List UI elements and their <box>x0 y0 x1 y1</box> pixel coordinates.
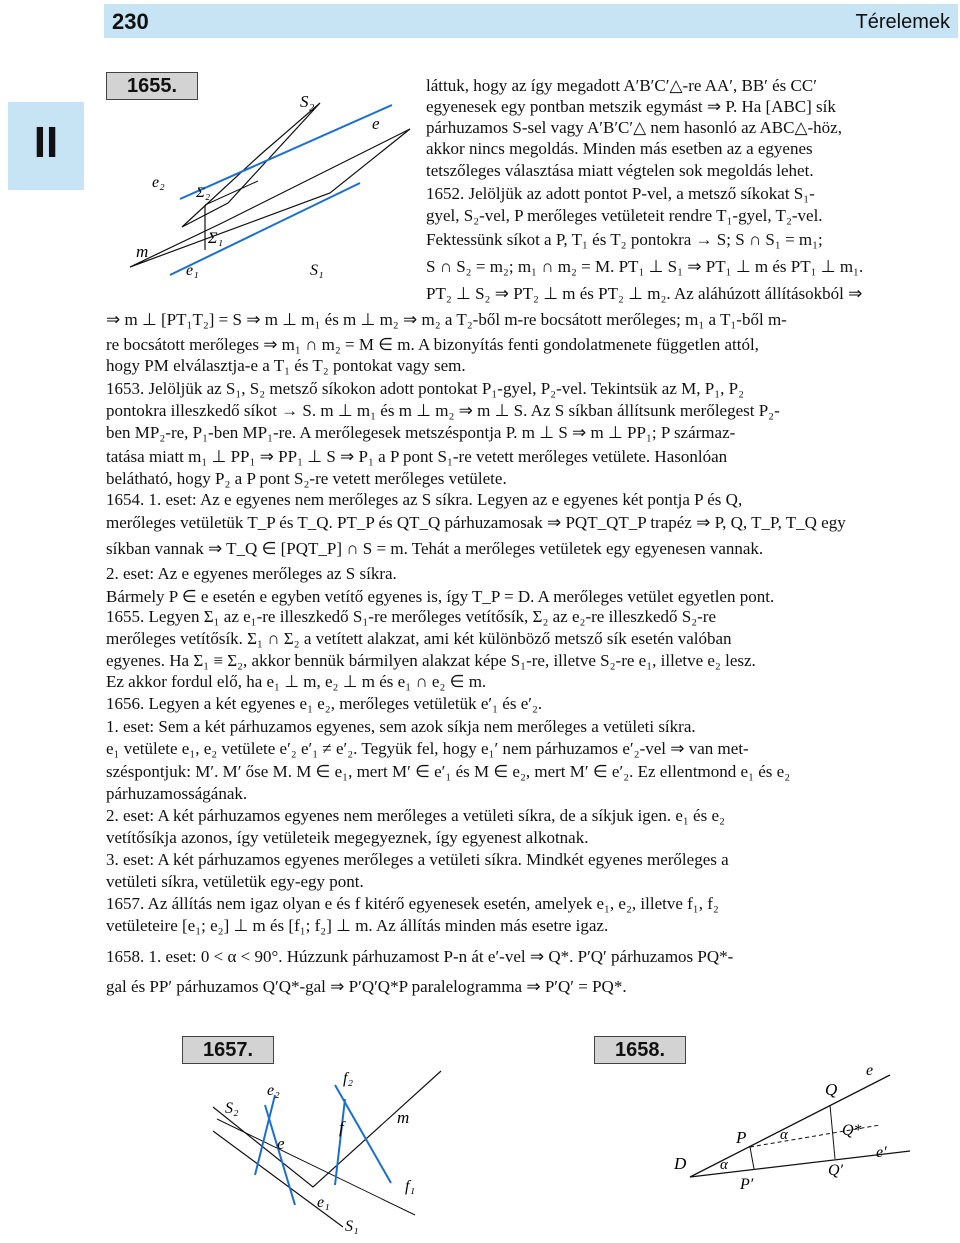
text-line-11: ⇒ m ⊥ [PT₁T₂] = S ⇒ m ⊥ m₁ és m ⊥ m₂ ⇒ m₂ a T₂-ből m-re bocsátott merőleges; m₁ a T₁-ből m- <box>106 310 787 329</box>
text-line-20: merőleges vetületük T_P és T_Q. PT_P és QT_Q párhuzamosak ⇒ PQT_QT_P trapéz ⇒ P, Q, T_P, T_Q egy <box>106 513 846 532</box>
text-line-31: széspontjuk: M′. M′ őse M. M ∈ e₁, mert M′ ∈ e′₁ és M ∈ e₂, mert M′ ∈ e′₂. Ez ellentmond e₁ és e₂ <box>106 762 791 781</box>
figure-1658 <box>670 1065 920 1195</box>
text-line-15: pontokra illeszkedő síkot → S. m ⊥ m₁ és m ⊥ m₂ ⇒ m ⊥ S. Az S síkban állítsunk merőlegest P₂- <box>106 401 780 420</box>
label-pprime: P′ <box>740 1176 754 1193</box>
text-line-19: 1654. 1. eset: Az e egyenes nem merőleges az S síkra. Legyen az e egyenes két pontja P és Q, <box>106 490 743 509</box>
label-s1: S₁ <box>345 1218 359 1235</box>
text-line-33: 2. eset: A két párhuzamos egyenes nem merőleges a vetületi síkra, de a síkjuk igen. e₁ és e₂ <box>106 806 725 825</box>
chapter-label: II <box>33 118 59 167</box>
label-e: e <box>372 114 380 133</box>
text-line-29: 1. eset: Sem a két párhuzamos egyenes, sem azok síkja nem merőleges a vetületi síkra. <box>106 717 696 736</box>
text-line-28: 1656. Legyen a két egyenes e₁ e₂, merőleges vetületük e′₁ és e′₂. <box>106 694 543 713</box>
label-qprime: Q′ <box>828 1162 844 1179</box>
text-line-34: vetítősíkja azonos, így vetületeik megegyeznek, így egyenest alkotnak. <box>106 828 589 847</box>
text-line-36: vetületi síkra, vetületük egy-egy pont. <box>106 872 364 891</box>
text-line-32: párhuzamosságának. <box>106 784 248 803</box>
line-f <box>335 1099 345 1185</box>
text-line-22: 2. eset: Az e egyenes merőleges az S síkra. <box>106 564 397 583</box>
figure-1657 <box>205 1065 455 1237</box>
text-line-4: akkor nincs megoldás. Minden más esetben az a egyenes <box>426 139 813 158</box>
text-line-26: egyenes. Ha Σ₁ ≡ Σ₂, akkor bennük bármilyen alakzat képe S₁-re, illetve S₂-re e₁, illetve e₂ lesz. <box>106 651 756 670</box>
label-qstar: Q* <box>842 1122 862 1139</box>
text-line-18: belátható, hogy P₂ a P pont S₂-re vetett merőleges vetülete. <box>106 469 507 488</box>
label-f2: f₂ <box>343 1070 354 1087</box>
text-line-8: Fektessünk síkot a P, T₁ és T₂ pontokra → S; S ∩ S₁ = m₁; <box>426 230 823 249</box>
label-sigma1: Σ₁ <box>208 230 224 247</box>
text-line-10: PT₂ ⊥ S₂ ⇒ PT₂ ⊥ m és PT₂ ⊥ m₂. Az aláhúzott állításokból ⇒ <box>426 284 863 303</box>
text-line-27: Ez akkor fordul elő, ha e₁ ⊥ m, e₂ ⊥ m és e₁ ∩ e₂ ∈ m. <box>106 672 487 691</box>
label-e: e <box>866 1065 874 1079</box>
segment-pp <box>750 1147 754 1169</box>
label-s2: S₂ <box>225 1100 239 1117</box>
text-line-39: 1658. 1. eset: 0 < α < 90°. Húzzunk párhuzamost P-n át e′-vel ⇒ Q*. P′Q′ párhuzamos PQ*- <box>106 947 734 966</box>
text-line-13: hogy PM elválasztja-e a T₁ és T₂ pontokat vagy sem. <box>106 356 466 375</box>
exercise-box-1655: 1655. <box>106 72 198 100</box>
line-e <box>180 105 392 199</box>
label-e2: e₂ <box>267 1082 280 1099</box>
exercise-box-1657: 1657. <box>182 1036 274 1064</box>
label-e1: e₁ <box>317 1194 330 1211</box>
page-title: Térelemek <box>855 11 950 33</box>
label-alpha-1: α <box>780 1127 788 1143</box>
line-m <box>217 1119 415 1215</box>
text-line-5: tetszőleges választása miatt végtelen sok megoldás lehet. <box>426 161 814 180</box>
text-line-37: 1657. Az állítás nem igaz olyan e és f kitérő egyenesek esetén, amelyek e₁, e₂, illetve f₁, f₂ <box>106 894 719 913</box>
chapter-tab <box>8 102 84 190</box>
page-header <box>104 4 958 38</box>
label-m: m <box>136 242 149 261</box>
text-line-14: 1653. Jelöljük az S₁, S₂ metsző síkokon adott pontokat P₁-gyel, P₂-vel. Tekintsük az M, P₁, P₂ <box>106 379 744 398</box>
label-f: f <box>339 1118 344 1137</box>
exercise-box-1658: 1658. <box>594 1036 686 1064</box>
text-line-2: egyenesek egy pontban metszik egymást ⇒ P. Ha [ABC] sík <box>426 97 836 116</box>
label-e2: e₂ <box>152 174 165 191</box>
text-line-38: vetületeire [e₁; e₂] ⊥ m és [f₁; f₂] ⊥ m. Az állítás minden más esetre igaz. <box>106 916 609 935</box>
label-p: P <box>736 1128 747 1147</box>
text-line-1: láttuk, hogy az így megadott A′B′C′△-re AA′, BB′ és CC′ <box>426 76 817 95</box>
page-number: 230 <box>112 9 149 34</box>
segment-qq <box>830 1105 835 1159</box>
text-line-16: ben MP₂-re, P₁-ben MP₁-re. A merőlegesek metszéspontja P. m ⊥ S ⇒ m ⊥ PP₁; P származ- <box>106 423 736 442</box>
plane-s1 <box>130 129 410 267</box>
text-line-6: 1652. Jelöljük az adott pontot P-vel, a metsző síkokat S₁- <box>426 184 815 203</box>
text-line-40: gal és PP′ párhuzamos Q′Q*-gal ⇒ P′Q′Q*P paralelogramma ⇒ P′Q′ = PQ*. <box>106 977 627 996</box>
label-d: D <box>674 1154 687 1173</box>
label-f1: f₁ <box>405 1178 416 1195</box>
text-line-9: S ∩ S₂ = m₂; m₁ ∩ m₂ = M. PT₁ ⊥ S₁ ⇒ PT₁ ⊥ m és PT₁ ⊥ m₁. <box>426 257 864 276</box>
text-line-12: re bocsátott merőleges ⇒ m₁ ∩ m₂ = M ∈ m. A bizonyítás fenti gondolatmenete független attól, <box>106 335 759 354</box>
label-s1: S₁ <box>310 262 324 279</box>
text-line-25: merőleges vetítősík. Σ₁ ∩ Σ₂ a vetített alakzat, ami két különböző metsző sík esetén valóban <box>106 629 732 648</box>
text-line-35: 3. eset: A két párhuzamos egyenes merőleges a vetületi síkra. Mindkét egyenes merőleges a <box>106 850 729 869</box>
label-eprime: e′ <box>876 1144 887 1161</box>
text-line-24: 1655. Legyen Σ₁ az e₁-re illeszkedő S₁-re merőleges vetítősík, Σ₂ az e₂-re illeszkedő S₂-re <box>106 607 716 626</box>
label-sigma2: Σ₂ <box>196 185 211 201</box>
label-m: m <box>397 1108 410 1127</box>
label-e: e <box>277 1134 285 1153</box>
text-line-17: tatása miatt m₁ ⊥ PP₁ ⇒ PP₁ ⊥ S ⇒ P₁ a P pont S₁-re vetett merőleges vetülete. Hasonlóan <box>106 447 728 466</box>
label-s2: S₂ <box>300 95 315 111</box>
text-line-21: síkban vannak ⇒ T_Q ∈ [PQT_P] ∩ S = m. Tehát a merőleges vetületek egy egyenesen vannak. <box>106 539 764 558</box>
label-e1: e₁ <box>186 262 199 279</box>
text-line-7: gyel, S₂-vel, P merőleges vetületeit rendre T₁-gyel, T₂-vel. <box>426 206 823 225</box>
text-line-3: párhuzamos S-sel vagy A′B′C′△ nem hasonló az ABC△-höz, <box>426 118 842 137</box>
figure-1655 <box>110 95 420 295</box>
label-q: Q <box>825 1080 838 1099</box>
plane-s2-edge <box>213 1071 441 1187</box>
label-alpha-2: α <box>720 1157 728 1173</box>
text-line-23: Bármely P ∈ e esetén e egyben vetítő egyenes is, így T_P = D. A merőleges vetület egyetlen pont. <box>106 587 775 606</box>
text-line-30: e₁ vetülete e₁, e₂ vetülete e′₂ e′₁ ≠ e′₂. Tegyük fel, hogy e₁′ nem párhuzamos e′₂-vel ⇒ van met- <box>106 739 749 758</box>
